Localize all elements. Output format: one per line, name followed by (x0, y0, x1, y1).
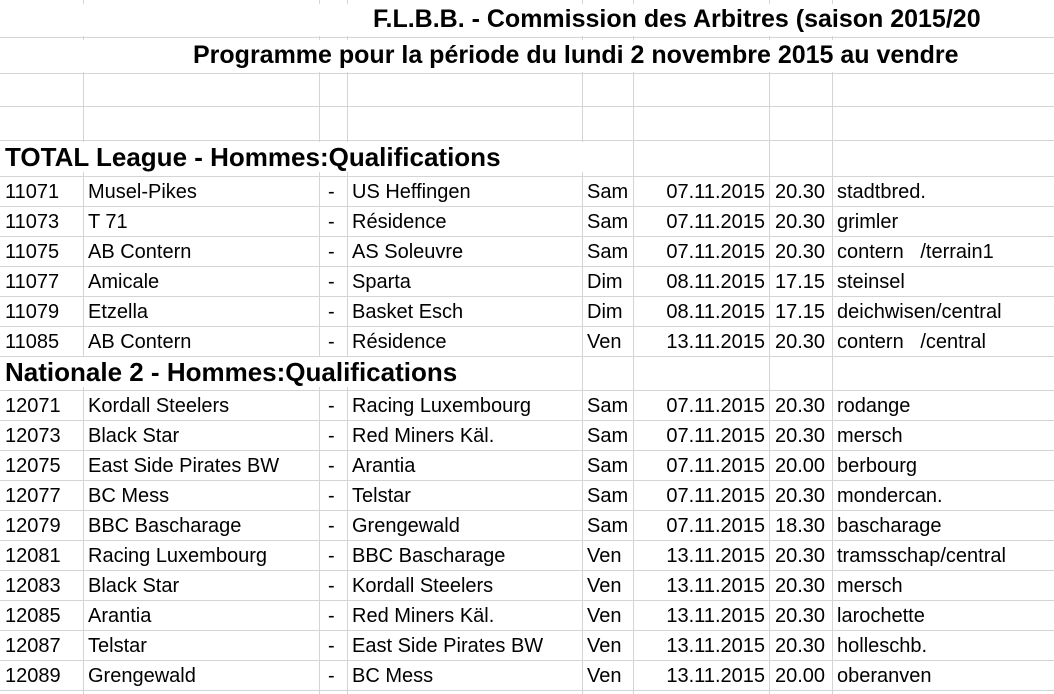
table-row[interactable] (0, 661, 1054, 691)
sheet-title-row[interactable] (0, 4, 1054, 36)
table-row[interactable] (0, 571, 1054, 601)
separator: - (328, 211, 335, 233)
table-row[interactable] (0, 327, 1054, 357)
venue: contern /terrain1 (837, 241, 994, 263)
home-team: Black Star (88, 425, 180, 447)
time: 20.30 (775, 635, 826, 657)
time: 20.30 (775, 241, 826, 263)
match-id: 12083 (5, 575, 61, 597)
away-team: Sparta (352, 271, 411, 293)
date: 08.11.2015 (666, 301, 765, 323)
away-team: BBC Bascharage (352, 545, 506, 567)
day: Ven (587, 635, 622, 657)
time: 20.00 (775, 455, 826, 477)
away-team: Red Miners Käl. (352, 425, 495, 447)
date: 13.11.2015 (666, 331, 765, 353)
table-row[interactable] (0, 297, 1054, 327)
venue: berbourg (837, 455, 918, 477)
away-team: Arantia (352, 455, 416, 477)
day: Sam (587, 211, 629, 233)
away-team: AS Soleuvre (352, 241, 464, 263)
time: 20.30 (775, 331, 826, 353)
venue: oberanven (837, 665, 932, 687)
day: Ven (587, 605, 622, 627)
match-id: 12075 (5, 455, 61, 477)
home-team: Musel-Pikes (88, 181, 197, 203)
table-row[interactable] (0, 421, 1054, 451)
table-row[interactable] (0, 391, 1054, 421)
day: Ven (587, 331, 622, 353)
table-row[interactable] (0, 267, 1054, 297)
day: Sam (587, 241, 629, 263)
match-id: 12071 (5, 395, 61, 417)
match-id: 11077 (5, 271, 60, 293)
match-id: 12079 (5, 515, 61, 537)
venue: steinsel (837, 271, 905, 293)
away-team: Racing Luxembourg (352, 395, 531, 417)
day: Ven (587, 545, 622, 567)
away-team: Kordall Steelers (352, 575, 494, 597)
day: Dim (587, 301, 623, 323)
away-team: Grengewald (352, 515, 460, 537)
table-row[interactable] (0, 451, 1054, 481)
day: Sam (587, 515, 629, 537)
venue: mersch (837, 425, 903, 447)
time: 20.30 (775, 485, 826, 507)
venue: deichwisen/central (837, 301, 1002, 323)
venue: grimler (837, 211, 899, 233)
home-team: Amicale (88, 271, 160, 293)
match-id: 12087 (5, 635, 61, 657)
match-id: 11075 (5, 241, 60, 263)
date: 07.11.2015 (666, 211, 765, 233)
table-row[interactable] (0, 177, 1054, 207)
section-title[interactable]: Nationale 2 - Hommes:Qualifications (0, 357, 581, 387)
separator: - (328, 181, 335, 203)
away-team: Résidence (352, 331, 447, 353)
separator: - (328, 635, 335, 657)
separator: - (328, 575, 335, 597)
section-title[interactable]: TOTAL League - Hommes:Qualifications (0, 142, 633, 172)
date: 07.11.2015 (666, 515, 765, 537)
home-team: T 71 (88, 211, 128, 233)
away-team: US Heffingen (352, 181, 471, 203)
time: 20.00 (775, 665, 826, 687)
date: 07.11.2015 (666, 181, 765, 203)
time: 20.30 (775, 425, 826, 447)
match-id: 12073 (5, 425, 61, 447)
date: 13.11.2015 (666, 665, 765, 687)
match-id: 11073 (5, 211, 60, 233)
home-team: BC Mess (88, 485, 170, 507)
away-team: East Side Pirates BW (352, 635, 544, 657)
home-team: Black Star (88, 575, 180, 597)
match-id: 11085 (5, 331, 60, 353)
home-team: Telstar (88, 635, 147, 657)
day: Sam (587, 395, 629, 417)
match-id: 11071 (5, 181, 60, 203)
time: 20.30 (775, 545, 826, 567)
time: 20.30 (775, 575, 826, 597)
day: Sam (587, 425, 629, 447)
row-divider (0, 106, 1054, 107)
date: 07.11.2015 (666, 395, 765, 417)
venue: rodange (837, 395, 911, 417)
day: Sam (587, 485, 629, 507)
date: 08.11.2015 (666, 271, 765, 293)
time: 20.30 (775, 211, 826, 233)
separator: - (328, 485, 335, 507)
date: 13.11.2015 (666, 605, 765, 627)
match-id: 12077 (5, 485, 61, 507)
venue: tramsschap/central (837, 545, 1006, 567)
away-team: BC Mess (352, 665, 434, 687)
date: 13.11.2015 (666, 545, 765, 567)
separator: - (328, 425, 335, 447)
home-team: Arantia (88, 605, 152, 627)
home-team: Etzella (88, 301, 149, 323)
home-team: AB Contern (88, 331, 192, 353)
sheet-title: F.L.B.B. - Commission des Arbitres (saison 2015/20 (373, 5, 981, 33)
home-team: AB Contern (88, 241, 192, 263)
period-title: Programme pour la période du lundi 2 novembre 2015 au vendre (193, 41, 959, 69)
separator: - (328, 395, 335, 417)
separator: - (328, 301, 335, 323)
match-id: 12085 (5, 605, 61, 627)
separator: - (328, 241, 335, 263)
row-divider (0, 73, 1054, 74)
time: 20.30 (775, 395, 826, 417)
time: 17.15 (775, 271, 826, 293)
home-team: Racing Luxembourg (88, 545, 267, 567)
time: 20.30 (775, 181, 826, 203)
separator: - (328, 515, 335, 537)
day: Ven (587, 665, 622, 687)
venue: bascharage (837, 515, 942, 537)
date: 13.11.2015 (666, 635, 765, 657)
away-team: Résidence (352, 211, 447, 233)
venue: mersch (837, 575, 903, 597)
day: Sam (587, 181, 629, 203)
separator: - (328, 665, 335, 687)
venue: holleschb. (837, 635, 928, 657)
table-row[interactable] (0, 207, 1054, 237)
venue: larochette (837, 605, 925, 627)
venue: mondercan. (837, 485, 943, 507)
home-team: East Side Pirates BW (88, 455, 280, 477)
match-id: 12089 (5, 665, 61, 687)
row-divider (0, 140, 1054, 141)
match-id: 12081 (5, 545, 61, 567)
date: 07.11.2015 (666, 485, 765, 507)
table-row[interactable] (0, 601, 1054, 631)
table-row[interactable] (0, 541, 1054, 571)
table-row[interactable] (0, 481, 1054, 511)
period-title-row[interactable] (0, 40, 1054, 72)
time: 17.15 (775, 301, 826, 323)
venue: stadtbred. (837, 181, 926, 203)
row-divider (0, 37, 1054, 38)
away-team: Red Miners Käl. (352, 605, 495, 627)
date: 13.11.2015 (666, 575, 765, 597)
venue: contern /central (837, 331, 986, 353)
separator: - (328, 331, 335, 353)
table-row[interactable] (0, 237, 1054, 267)
table-row[interactable] (0, 631, 1054, 661)
date: 07.11.2015 (666, 425, 765, 447)
time: 18.30 (775, 515, 826, 537)
home-team: Grengewald (88, 665, 196, 687)
home-team: Kordall Steelers (88, 395, 230, 417)
date: 07.11.2015 (666, 455, 765, 477)
day: Sam (587, 455, 629, 477)
separator: - (328, 455, 335, 477)
separator: - (328, 605, 335, 627)
match-id: 11079 (5, 301, 60, 323)
table-row[interactable] (0, 511, 1054, 541)
date: 07.11.2015 (666, 241, 765, 263)
day: Ven (587, 575, 622, 597)
separator: - (328, 545, 335, 567)
away-team: Basket Esch (352, 301, 464, 323)
separator: - (328, 271, 335, 293)
home-team: BBC Bascharage (88, 515, 242, 537)
time: 20.30 (775, 605, 826, 627)
away-team: Telstar (352, 485, 411, 507)
day: Dim (587, 271, 623, 293)
